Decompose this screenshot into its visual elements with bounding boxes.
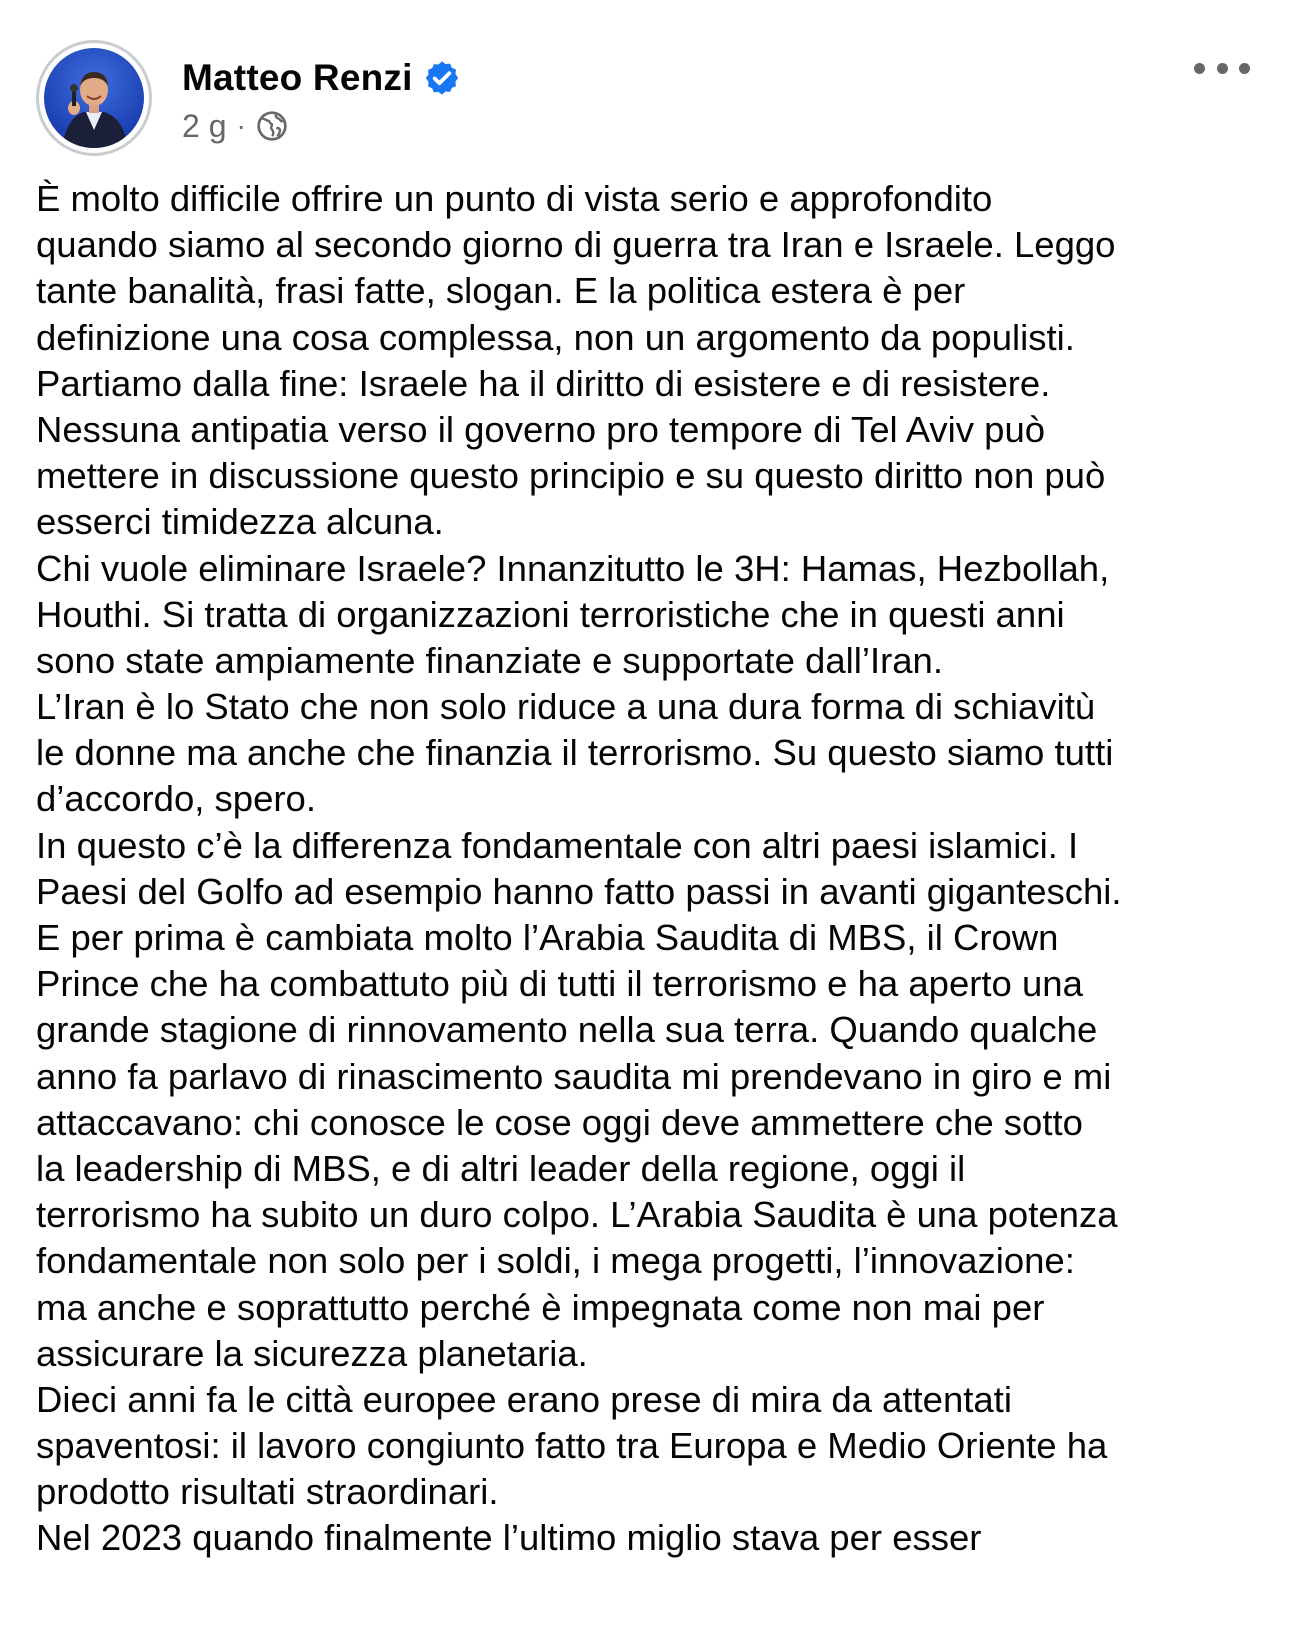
post-text-line: Paesi del Golfo ad esempio hanno fatto passi in avanti giganteschi. [36,870,1122,912]
post-text-line: assicurare la sicurezza planetaria. [36,1332,588,1374]
post-text-line: Nessuna antipatia verso il governo pro tempore di Tel Aviv può [36,408,1046,450]
more-horizontal-icon-dot [1217,63,1228,74]
more-horizontal-icon-dot [1194,63,1205,74]
post-text-line: Houthi. Si tratta di organizzazioni terroristiche che in questi anni [36,593,1065,635]
more-horizontal-icon-dot [1239,63,1250,74]
more-options-button[interactable] [1194,54,1250,82]
post-text-line: tante banalità, frasi fatte, slogan. E la politica estera è per [36,270,966,312]
post-timestamp[interactable]: 2 g [182,107,227,144]
globe-icon[interactable] [256,110,288,142]
post-text-line: esserci timidezza alcuna. [36,501,444,543]
post-text-line: L’Iran è lo Stato che non solo riduce a una dura forma di schiavitù [36,686,1096,728]
post-text-line: terrorismo ha subito un duro colpo. L’Arabia Saudita è una potenza [36,1194,1118,1236]
speaker-with-microphone-photo-icon [44,48,144,148]
post-text-line: Partiamo dalla fine: Israele ha il diritto di esistere e di resistere. [36,362,1051,404]
verified-badge-icon [423,59,461,97]
post-meta [182,104,288,148]
post-header [36,40,1250,160]
post-text-line: quando siamo al secondo giorno di guerra tra Iran e Israele. Leggo [36,224,1116,266]
post-text-line: attaccavano: chi conosce le cose oggi deve ammettere che sotto [36,1101,1083,1143]
post-text-line: prodotto risultati straordinari. [36,1471,499,1513]
post-text-line: spaventosi: il lavoro congiunto fatto tra Europa e Medio Oriente ha [36,1425,1108,1467]
post-text-line: È molto difficile offrire un punto di vista serio e approfondito [36,178,993,219]
author-avatar[interactable] [36,40,152,156]
post-text-line: anno fa parlavo di rinascimento saudita mi prendevano in giro e mi [36,1055,1112,1097]
post-text-line: la leadership di MBS, e di altri leader della regione, oggi il [36,1147,966,1189]
post-text-line: In questo c’è la differenza fondamentale con altri paesi islamici. I [36,824,1079,866]
post-text-line: fondamentale non solo per i soldi, i mega progetti, l’innovazione: [36,1240,1075,1282]
post-text [36,176,1261,1562]
author-name[interactable]: Matteo Renzi [182,57,413,98]
post-text-line: Chi vuole eliminare Israele? Innanzitutto le 3H: Hamas, Hezbollah, [36,547,1110,589]
post-text-line: Nel 2023 quando finalmente l’ultimo miglio stava per esser [36,1517,982,1559]
post-text-line: Dieci anni fa le città europee erano prese di mira da attentati [36,1378,1012,1420]
meta-separator: · [236,110,246,141]
post-text-line: Prince che ha combattuto più di tutti il terrorismo e ha aperto una [36,963,1083,1005]
author-line [182,50,461,106]
post-text-line: E per prima è cambiata molto l’Arabia Saudita di MBS, il Crown [36,917,1059,958]
post-text-line: ma anche e soprattutto perché è impegnata come non mai per [36,1286,1045,1328]
post-text-line: le donne ma anche che finanzia il terrorismo. Su questo siamo tutti [36,732,1114,774]
post-text-line: sono state ampiamente finanziate e supportate dall’Iran. [36,639,943,681]
post-text-line: definizione una cosa complessa, non un argomento da populisti. [36,316,1075,358]
post-text-line: mettere in discussione questo principio e su questo diritto non può [36,455,1106,497]
post-text-line: d’accordo, spero. [36,778,316,820]
post-text-line: grande stagione di rinnovamento nella sua terra. Quando qualche [36,1009,1098,1051]
